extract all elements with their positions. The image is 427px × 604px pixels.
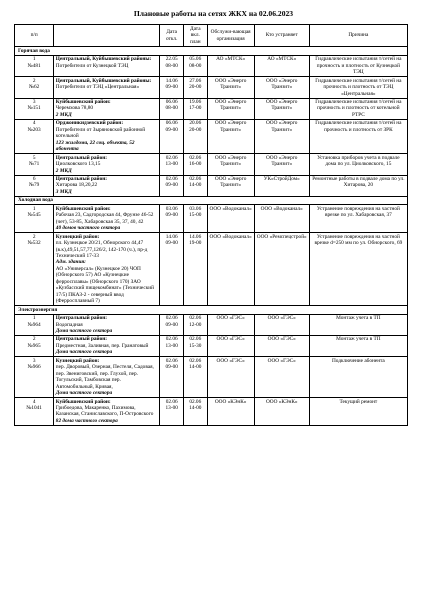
row-service-org: ООО «ГЭС»: [207, 335, 254, 356]
row-number-line: 1: [32, 56, 36, 63]
row-address: [54, 77, 160, 98]
date-line: 14-00: [189, 182, 202, 189]
table-row: [15, 233, 408, 306]
date-line: 14.06: [189, 233, 202, 240]
address-line: Циолковского 13,15: [55, 161, 101, 168]
table-row: [15, 175, 408, 196]
row-off-date: [160, 205, 184, 233]
date-line: 02.06: [189, 315, 202, 322]
row-number-line: №71: [28, 161, 40, 168]
row-service-org: ООО «Энерго Транзит»: [207, 119, 254, 153]
row-number: [15, 77, 54, 98]
address-line: Центральный, Куйбышевский районы:: [55, 77, 152, 84]
address-line: Центральный район:: [55, 176, 108, 183]
table-row: [15, 398, 408, 426]
address-line: Кузнецкий район:: [55, 233, 100, 240]
row-number-line: 1: [32, 205, 36, 212]
row-number-line: 2: [32, 336, 36, 343]
row-fixer: ООО «Энерго Транзит»: [254, 154, 309, 175]
address-line: Водопадная: [55, 321, 83, 328]
row-address: [54, 98, 160, 119]
address-line: Дома частного сектора: [55, 390, 113, 397]
section-title: Горячая вода: [15, 47, 408, 55]
row-fixer: УК«СтройДом»: [254, 175, 309, 196]
row-reason: Устранение повреждения на частной врезке d=250 мм по ул. Обнорского, 69: [309, 233, 407, 306]
section-row: [15, 47, 408, 55]
row-off-date: [160, 335, 184, 356]
row-address: [54, 335, 160, 356]
row-reason: Гидравлические испытания т/сетей на прочность и плотность от котельной РТРС: [309, 98, 407, 119]
address-line: Черемхова 78,80: [55, 105, 94, 112]
address-line: Куйбышевский район:: [55, 398, 111, 405]
row-number-line: 3: [32, 99, 36, 106]
date-line: 14-00: [189, 364, 202, 371]
row-number: [15, 154, 54, 175]
address-line: Дома частного сектора: [55, 349, 113, 356]
date-line: 02.06: [165, 176, 178, 183]
row-off-date: [160, 357, 184, 398]
row-service-org: ООО «Энерго Транзит»: [207, 98, 254, 119]
row-address: [54, 314, 160, 335]
address-line: Дома частного сектора: [55, 327, 113, 334]
row-on-date: [183, 398, 207, 426]
row-number: [15, 314, 54, 335]
date-line: 14-00: [189, 404, 202, 411]
row-off-date: [160, 154, 184, 175]
date-line: 02.06: [165, 398, 178, 405]
row-number-line: №481: [27, 62, 41, 69]
row-number-line: №203: [27, 126, 41, 133]
date-line: 02.06: [165, 154, 178, 161]
address-line: Центральный, Куйбышевский районы:: [55, 56, 152, 63]
address-line: Потребители от Зыряновской районной котельной: [55, 126, 146, 140]
row-number: [15, 98, 54, 119]
header-num: п/п: [15, 25, 54, 47]
address-line: Куйбышевский район:: [55, 99, 111, 106]
row-service-org: ООО «Водоканал»: [207, 233, 254, 306]
row-on-date: [183, 55, 207, 76]
row-fixer: ООО «Энерго Транзит»: [254, 119, 309, 153]
table-header-row: [15, 25, 408, 47]
row-number-line: №151: [27, 105, 41, 112]
row-number-line: 2: [32, 77, 36, 84]
date-line: 13-00: [165, 161, 178, 168]
row-address: [54, 205, 160, 233]
address-line: АО «Универсал» (Кузнецкое 20) ЧОП (Обнорского 57) АО «Кузнецкие ферросплавы» (Обнорского 170) ЗАО «Кузбасский пищекомбинат» (Технический 17/5) ПКАЗ-2 - северный ввод (Ферросплавный 7): [55, 265, 154, 305]
row-reason: Монтаж учета в ТП: [309, 335, 407, 356]
address-line: Потребители от ТЭЦ «Центральная»: [55, 84, 140, 91]
row-number-line: №966: [27, 364, 41, 371]
row-number-line: 5: [32, 154, 36, 161]
date-line: 19.06: [189, 99, 202, 106]
header-reason: Причина: [309, 25, 407, 47]
section-title: Холодная вода: [15, 196, 408, 204]
row-address: [54, 55, 160, 76]
row-number-line: 1: [32, 315, 36, 322]
date-line: 13-00: [165, 342, 178, 349]
address-line: Центральный район:: [55, 336, 108, 343]
header-off-date: Дата откл.: [160, 25, 184, 47]
date-line: 02.06: [165, 336, 178, 343]
row-off-date: [160, 98, 184, 119]
header-address: [54, 25, 160, 47]
date-line: 14.06: [165, 77, 178, 84]
row-fixer: ООО «Энерго Транзит»: [254, 98, 309, 119]
address-line: Центральный район:: [55, 315, 108, 322]
row-on-date: [183, 357, 207, 398]
row-number-line: 2: [32, 233, 36, 240]
row-reason: Устранение повреждения на частной врезке по ул. Хабаровская, 37: [309, 205, 407, 233]
row-number: [15, 205, 54, 233]
date-line: 19-00: [189, 240, 202, 247]
row-service-org: ООО «Энерго Транзит»: [207, 175, 254, 196]
row-number: [15, 175, 54, 196]
row-address: [54, 233, 160, 306]
table-body: [15, 47, 408, 425]
address-line: Кузнецкий район:: [55, 357, 100, 364]
row-number: [15, 398, 54, 426]
row-number: [15, 357, 54, 398]
row-fixer: АО «МТСК»: [254, 55, 309, 76]
row-number-line: 4: [32, 120, 36, 127]
date-line: 09-00: [165, 212, 178, 219]
row-number-line: 4: [32, 398, 36, 405]
row-off-date: [160, 55, 184, 76]
date-line: 13-00: [165, 404, 178, 411]
row-service-org: ООО «ГЭС»: [207, 314, 254, 335]
row-number-line: №545: [27, 212, 41, 219]
row-number-line: №965: [27, 342, 41, 349]
header-on-date: Дата вкл. план: [183, 25, 207, 47]
row-address: [54, 119, 160, 153]
row-number-line: 6: [32, 176, 36, 183]
date-line: 02.06: [189, 154, 202, 161]
row-service-org: АО «МТСК»: [207, 55, 254, 76]
row-reason: Гидравлические испытания т/сетей на прочность и плотность от Кузнецкой ТЭЦ: [309, 55, 407, 76]
address-line: Куйбышевский район:: [55, 205, 111, 212]
row-number: [15, 55, 54, 76]
address-line: Грибоедова, Макаренко, Пахимова, Казанская, Станиславского, П-Островского: [55, 404, 154, 418]
table-row: [15, 205, 408, 233]
row-fixer: ООО «ГЭС»: [254, 335, 309, 356]
date-line: 09-00: [165, 84, 178, 91]
row-on-date: [183, 314, 207, 335]
address-line: 82 дома частного сектора: [55, 417, 118, 424]
row-reason: Текущий ремонт: [309, 398, 407, 426]
date-line: 09-00: [165, 182, 178, 189]
row-on-date: [183, 154, 207, 175]
address-line: 123 жилдома, 22 соц. объекта, 52 абонента: [55, 139, 135, 153]
date-line: 17-00: [189, 105, 202, 112]
date-line: 05.06: [189, 56, 202, 63]
date-line: 06.06: [165, 120, 178, 127]
row-number-line: №964: [27, 321, 41, 328]
table-row: [15, 55, 408, 76]
date-line: 14.06: [165, 233, 178, 240]
table-row: [15, 357, 408, 398]
row-number-line: №1041: [26, 404, 42, 411]
row-service-org: ООО «ГЭС»: [207, 357, 254, 398]
table-row: [15, 98, 408, 119]
address-line: Хитарова 18,20,22: [55, 182, 98, 189]
row-reason: Ремонтные работы в подвале дома по ул. Хитарова, 20: [309, 175, 407, 196]
table-row: [15, 154, 408, 175]
row-fixer: ООО «Энерго Транзит»: [254, 77, 309, 98]
row-fixer: ООО «Водоканал»: [254, 205, 309, 233]
section-row: [15, 306, 408, 314]
address-line: Адм. здания:: [55, 259, 86, 266]
row-off-date: [160, 119, 184, 153]
row-fixer: ООО «Ремспецстрой»: [254, 233, 309, 306]
row-address: [54, 357, 160, 398]
row-number: [15, 233, 54, 306]
date-line: 09-00: [165, 321, 178, 328]
date-line: 27.06: [189, 77, 202, 84]
address-line: пер. Дворовый, Озерная, Пестеля, Садовая, пер. Звениговский, пер. Глухой, пер. Тогульский, Тамбовская пер. Автомобильный, Кривая,: [55, 364, 154, 390]
date-line: 06.06: [165, 99, 178, 106]
row-service-org: ООО «Водоканал»: [207, 205, 254, 233]
row-number-line: №79: [28, 182, 40, 189]
row-on-date: [183, 77, 207, 98]
date-line: 16-00: [189, 161, 202, 168]
row-address: [54, 154, 160, 175]
header-service-org: Обслужи-вающая организация: [207, 25, 254, 47]
row-service-org: ООО «Энерго Транзит»: [207, 154, 254, 175]
address-line: 40 домов частного сектора: [55, 225, 121, 232]
row-off-date: [160, 233, 184, 306]
row-on-date: [183, 119, 207, 153]
date-line: 02.06: [165, 357, 178, 364]
row-number: [15, 119, 54, 153]
date-line: 02.06: [189, 176, 202, 183]
date-line: 20.06: [189, 120, 202, 127]
date-line: 22.05: [165, 56, 178, 63]
address-line: пл. Кузнецкое 20/21, Обнорского 44,47 (в.к),49,51,57,77,126/2, 142-170 (ч.), пр-д Технический 17-33: [55, 240, 148, 259]
table-row: [15, 77, 408, 98]
row-fixer: ООО «ГЭС»: [254, 314, 309, 335]
row-address: [54, 175, 160, 196]
date-line: 08-00: [165, 105, 178, 112]
address-line: 2 МКД: [55, 167, 72, 174]
row-reason: Подключение абонента: [309, 357, 407, 398]
date-line: 03.06: [189, 205, 202, 212]
row-service-org: ООО «Энерго Транзит»: [207, 77, 254, 98]
date-line: 02.06: [189, 398, 202, 405]
date-line: 03.06: [165, 205, 178, 212]
row-number: [15, 335, 54, 356]
row-service-org: ООО «КЭнК»: [207, 398, 254, 426]
row-reason: Гидравлические испытания т/сетей на прочность и плотность от ЗРК: [309, 119, 407, 153]
row-on-date: [183, 175, 207, 196]
date-line: 09-00: [165, 364, 178, 371]
date-line: 09-00: [165, 126, 178, 133]
section-row: [15, 196, 408, 204]
row-number-line: №62: [28, 84, 40, 91]
address-line: 3 МКД: [55, 188, 72, 195]
row-fixer: ООО «КЭнК»: [254, 398, 309, 426]
table-row: [15, 335, 408, 356]
date-line: 15-30: [189, 342, 202, 349]
row-fixer: ООО «ГЭС»: [254, 357, 309, 398]
row-number-line: 3: [32, 357, 36, 364]
date-line: 08-00: [165, 62, 178, 69]
address-line: Рабочая 23, Садгородская 44, Фрунзе 46-52 (чет), 53-85, Хабаровская 35, 37, 40, 42: [55, 212, 154, 225]
date-line: 02.06: [165, 315, 178, 322]
row-off-date: [160, 175, 184, 196]
address-line: Центральный район:: [55, 154, 108, 161]
row-off-date: [160, 77, 184, 98]
row-number-line: №532: [27, 240, 41, 247]
row-address: [54, 398, 160, 426]
document-title: Плановые работы на сетях ЖКХ на 02.06.2023: [133, 9, 294, 18]
row-on-date: [183, 98, 207, 119]
date-line: 20-00: [189, 84, 202, 91]
address-line: Орджоникидзевский район:: [55, 120, 124, 127]
header-fixer: Кто устраняет: [254, 25, 309, 47]
row-on-date: [183, 233, 207, 306]
date-line: 15-00: [189, 212, 202, 219]
date-line: 08-00: [189, 62, 202, 69]
row-off-date: [160, 398, 184, 426]
row-on-date: [183, 205, 207, 233]
date-line: 02.06: [189, 336, 202, 343]
row-off-date: [160, 314, 184, 335]
row-on-date: [183, 335, 207, 356]
address-line: 2 МКД: [55, 111, 72, 118]
address-line: Предместная, Заливная, пер. Гранатовый: [55, 342, 149, 349]
table-row: [15, 314, 408, 335]
row-reason: Гидравлические испытания т/сетей на прочность и плотность от ТЭЦ «Центральная»: [309, 77, 407, 98]
row-reason: Монтаж учета в ТП: [309, 314, 407, 335]
section-title: Электроэнергия: [15, 306, 408, 314]
works-table: [14, 24, 408, 426]
date-line: 12-00: [189, 321, 202, 328]
row-reason: Установка приборов учета в подвале дома по ул. Циолковского, 15: [309, 154, 407, 175]
address-line: Потребители от Кузнецкой ТЭЦ: [55, 62, 129, 69]
date-line: 09-00: [165, 240, 178, 247]
date-line: 20-00: [189, 126, 202, 133]
table-row: [15, 119, 408, 153]
date-line: 02.06: [189, 357, 202, 364]
